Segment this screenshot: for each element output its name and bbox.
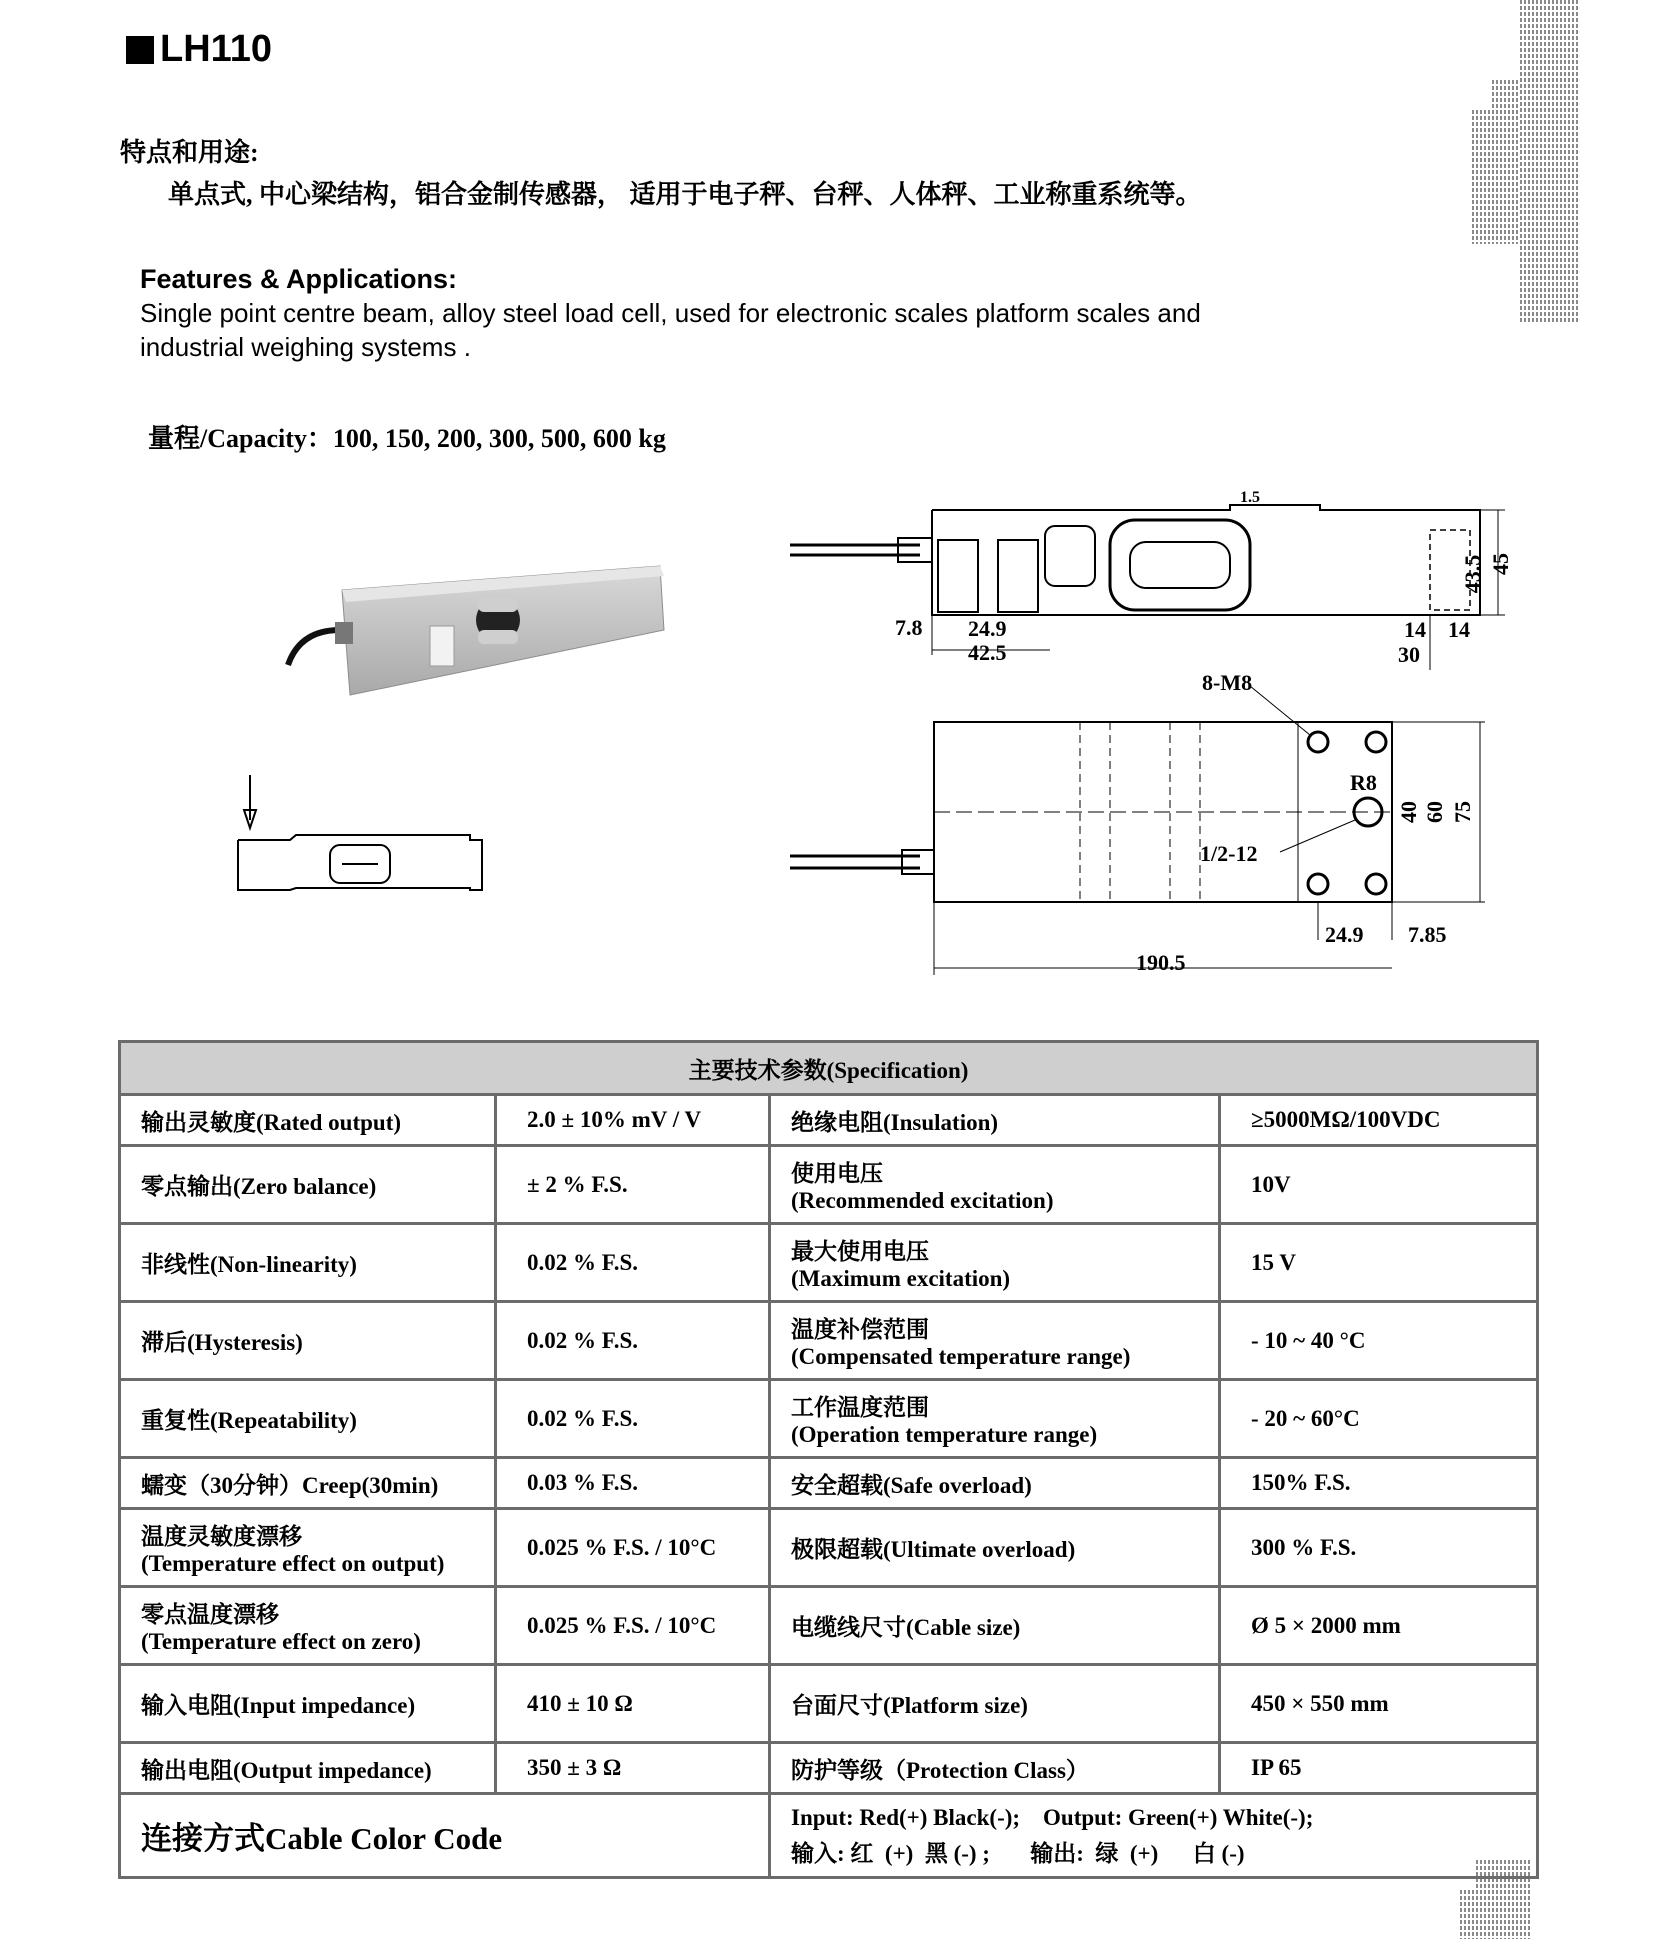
capacity-line bbox=[148, 418, 666, 455]
dim-1-2-12: 1/2-12 bbox=[1200, 841, 1258, 866]
spec-table bbox=[118, 1040, 1539, 1879]
param-value: 0.03 % F.S. bbox=[496, 1458, 770, 1509]
param-cn: 最大使用电压 bbox=[791, 1239, 929, 1264]
dim-30: 30 bbox=[1398, 642, 1420, 667]
param-value-2: 150% F.S. bbox=[1220, 1458, 1538, 1509]
param-value: 410 ± 10 Ω bbox=[496, 1665, 770, 1743]
param-name: 零点输出(Zero balance) bbox=[120, 1146, 496, 1224]
spec-title: 主要技术参数(Specification) bbox=[120, 1042, 1538, 1095]
spec-row bbox=[120, 1458, 1538, 1509]
spec-row bbox=[120, 1587, 1538, 1665]
dim-r8: R8 bbox=[1350, 770, 1377, 795]
param-name-2: 防护等级（Protection Class） bbox=[770, 1743, 1220, 1794]
side-schematic bbox=[230, 770, 490, 900]
param-en: (Temperature effect on output) bbox=[141, 1551, 445, 1576]
param-name: 输出灵敏度(Rated output) bbox=[120, 1095, 496, 1146]
param-value: ± 2 % F.S. bbox=[496, 1146, 770, 1224]
param-value: 0.025 % F.S. / 10°C bbox=[496, 1587, 770, 1665]
param-value: 0.025 % F.S. / 10°C bbox=[496, 1509, 770, 1587]
dim-24-9: 24.9 bbox=[968, 616, 1007, 641]
param-en: (Operation temperature range) bbox=[791, 1422, 1098, 1447]
param-value: 0.02 % F.S. bbox=[496, 1380, 770, 1458]
param-name: 重复性(Repeatability) bbox=[120, 1380, 496, 1458]
param-name-2: 安全超载(Safe overload) bbox=[770, 1458, 1220, 1509]
param-name bbox=[120, 1587, 496, 1665]
param-value: 0.02 % F.S. bbox=[496, 1302, 770, 1380]
cable-line-en: Input: Red(+) Black(-); Output: Green(+) White(-); bbox=[791, 1804, 1314, 1830]
technical-drawing bbox=[780, 490, 1520, 980]
param-cn: 工作温度范围 bbox=[791, 1395, 929, 1420]
capacity-values: 100, 150, 200, 300, 500, 600 kg bbox=[332, 424, 666, 453]
en-features-line-1: Single point centre beam, alloy steel load cell, used for electronic scales platform scales and bbox=[140, 298, 1201, 328]
cable-color-code-label: 连接方式Cable Color Code bbox=[120, 1794, 770, 1878]
param-name-2 bbox=[770, 1146, 1220, 1224]
model-name: LH110 bbox=[160, 28, 272, 70]
cable-color-code bbox=[770, 1794, 1538, 1878]
page-title bbox=[126, 28, 272, 71]
spec-row bbox=[120, 1146, 1538, 1224]
dim-42-5: 42.5 bbox=[968, 640, 1007, 665]
cable-line-cn: 输入: 红 (+) 黑 (-) ; 输出: 绿 (+) 白 (-) bbox=[791, 1840, 1245, 1866]
dim-8-m8: 8-M8 bbox=[1202, 670, 1253, 695]
param-name-2: 电缆线尺寸(Cable size) bbox=[770, 1587, 1220, 1665]
load-cell-photo bbox=[280, 560, 680, 710]
decorative-stripes-top bbox=[1520, 0, 1580, 322]
param-name-2: 台面尺寸(Platform size) bbox=[770, 1665, 1220, 1743]
square-bullet-icon bbox=[126, 36, 154, 64]
cable-icon bbox=[288, 630, 340, 665]
dim-190-5: 190.5 bbox=[1136, 950, 1186, 975]
spec-row bbox=[120, 1380, 1538, 1458]
cn-features-heading: 特点和用途: bbox=[120, 138, 259, 167]
param-value-2: 450 × 550 mm bbox=[1220, 1665, 1538, 1743]
param-en: (Recommended excitation) bbox=[791, 1188, 1054, 1213]
param-name bbox=[120, 1509, 496, 1587]
param-name: 输出电阻(Output impedance) bbox=[120, 1743, 496, 1794]
param-cn: 零点温度漂移 bbox=[141, 1602, 279, 1627]
param-value-2: - 20 ~ 60°C bbox=[1220, 1380, 1538, 1458]
dim-40: 40 bbox=[1396, 801, 1421, 823]
param-name-2 bbox=[770, 1380, 1220, 1458]
param-en: (Maximum excitation) bbox=[791, 1266, 1011, 1291]
param-value: 350 ± 3 Ω bbox=[496, 1743, 770, 1794]
en-features-line-2: industrial weighing systems . bbox=[140, 332, 471, 362]
capacity-label: 量程/Capacity： bbox=[148, 424, 333, 453]
param-value: 0.02 % F.S. bbox=[496, 1224, 770, 1302]
param-name: 滞后(Hysteresis) bbox=[120, 1302, 496, 1380]
param-value-2: 10V bbox=[1220, 1146, 1538, 1224]
spec-row bbox=[120, 1302, 1538, 1380]
dim-43-5: 43.5 bbox=[1460, 554, 1485, 594]
dim-45: 45 bbox=[1488, 553, 1513, 575]
param-value-2: - 10 ~ 40 °C bbox=[1220, 1302, 1538, 1380]
param-value-2: Ø 5 × 2000 mm bbox=[1220, 1587, 1538, 1665]
param-name: 输入电阻(Input impedance) bbox=[120, 1665, 496, 1743]
side-view bbox=[790, 490, 1513, 670]
dim-75: 75 bbox=[1450, 801, 1475, 823]
param-name-2: 绝缘电阻(Insulation) bbox=[770, 1095, 1220, 1146]
dim-7-85: 7.85 bbox=[1408, 922, 1447, 947]
param-name-2 bbox=[770, 1302, 1220, 1380]
cable-gland-icon bbox=[335, 622, 353, 644]
param-value-2: 15 V bbox=[1220, 1224, 1538, 1302]
param-cn: 温度灵敏度漂移 bbox=[141, 1524, 302, 1549]
spec-row-cable bbox=[120, 1794, 1538, 1878]
param-value-2: IP 65 bbox=[1220, 1743, 1538, 1794]
dim-1-5: 1.5 bbox=[1240, 490, 1260, 506]
en-features-heading: Features & Applications: bbox=[140, 264, 458, 294]
cn-features-text: 单点式, 中心梁结构，铝合金制传感器， 适用于电子秤、台秤、人体秤、工业称重系统等。 bbox=[168, 180, 1202, 209]
param-name: 蠕变（30分钟）Creep(30min) bbox=[120, 1458, 496, 1509]
dim-24-9-top: 24.9 bbox=[1325, 922, 1364, 947]
spec-row bbox=[120, 1095, 1538, 1146]
center-hole-icon bbox=[476, 598, 520, 644]
param-en: (Temperature effect on zero) bbox=[141, 1629, 421, 1654]
param-value-2: ≥5000MΩ/100VDC bbox=[1220, 1095, 1538, 1146]
spec-row bbox=[120, 1743, 1538, 1794]
en-features-text bbox=[140, 296, 1320, 364]
param-name: 非线性(Non-linearity) bbox=[120, 1224, 496, 1302]
spec-row bbox=[120, 1509, 1538, 1587]
param-cn: 使用电压 bbox=[791, 1161, 883, 1186]
dim-7-8: 7.8 bbox=[895, 615, 923, 640]
param-value: 2.0 ± 10% mV / V bbox=[496, 1095, 770, 1146]
dim-14-b: 14 bbox=[1448, 617, 1470, 642]
decorative-stripes-side bbox=[1472, 80, 1520, 244]
spec-row bbox=[120, 1224, 1538, 1302]
spec-row bbox=[120, 1665, 1538, 1743]
param-value-2: 300 % F.S. bbox=[1220, 1509, 1538, 1587]
dim-60: 60 bbox=[1422, 801, 1447, 823]
param-name-2 bbox=[770, 1224, 1220, 1302]
param-name-2: 极限超载(Ultimate overload) bbox=[770, 1509, 1220, 1587]
param-en: (Compensated temperature range) bbox=[791, 1344, 1131, 1369]
param-cn: 温度补偿范围 bbox=[791, 1317, 929, 1342]
dim-14-a: 14 bbox=[1404, 617, 1426, 642]
top-view bbox=[790, 670, 1485, 975]
